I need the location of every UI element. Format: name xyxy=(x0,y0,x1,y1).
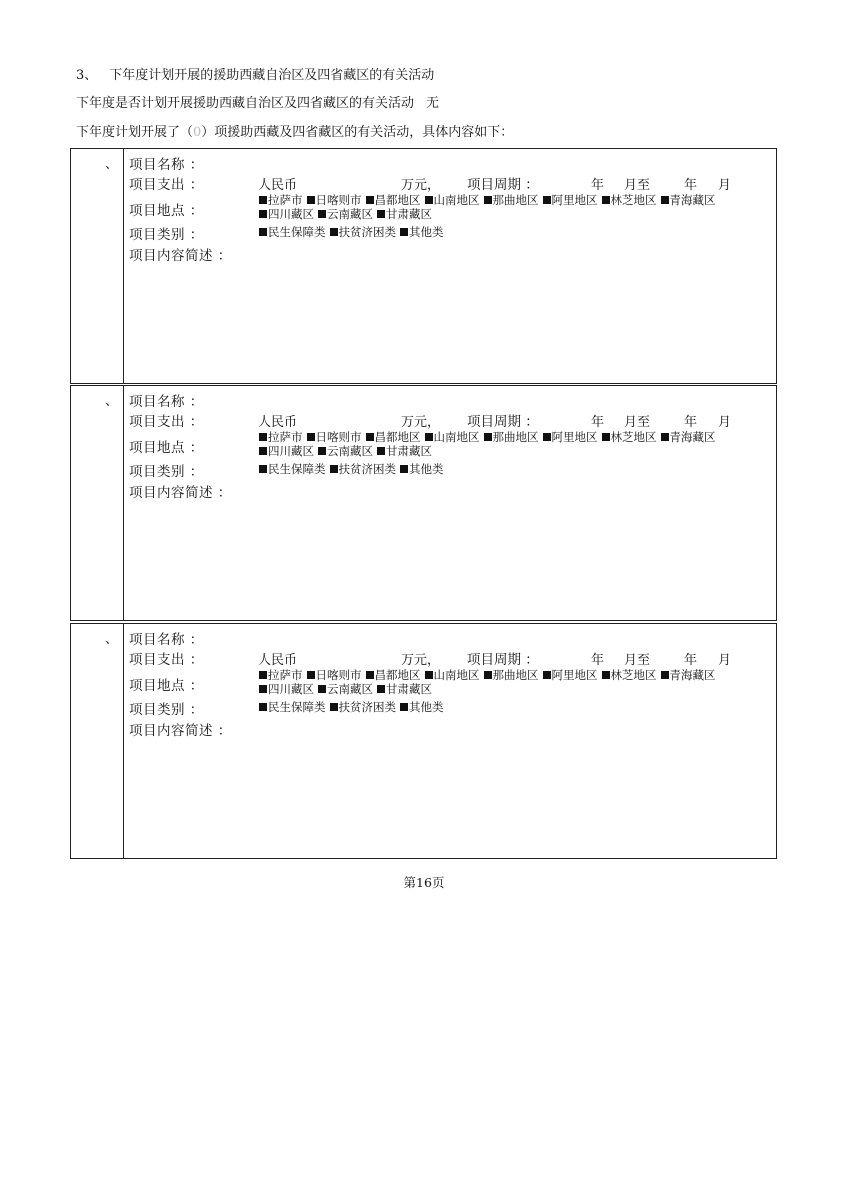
location-option[interactable] xyxy=(425,430,480,444)
checkbox-icon[interactable] xyxy=(602,671,610,679)
checkbox-icon[interactable] xyxy=(366,671,374,679)
category-option[interactable] xyxy=(400,700,444,714)
count-value: 0 xyxy=(193,125,202,140)
location-option[interactable] xyxy=(366,193,421,207)
location-option[interactable] xyxy=(259,430,303,444)
location-option[interactable] xyxy=(307,430,362,444)
location-option[interactable] xyxy=(259,207,314,221)
category-option[interactable] xyxy=(259,462,326,476)
project-cycle-label: 项目周期 ： xyxy=(467,177,539,193)
currency-text: 人民币 xyxy=(258,415,298,430)
location-option[interactable] xyxy=(366,668,421,682)
unit-text: 万元， xyxy=(401,415,441,430)
plan-question-line xyxy=(76,92,439,111)
checkbox-icon[interactable] xyxy=(259,196,267,204)
section-title: 下年度计划开展的援助西藏自治区及四省藏区的有关活动 xyxy=(109,68,435,83)
plan-count-line xyxy=(76,121,513,140)
checkbox-icon[interactable] xyxy=(377,685,385,693)
currency-text: 人民币 xyxy=(258,178,298,193)
checkbox-icon[interactable] xyxy=(259,433,267,441)
location-label: 青海藏区 xyxy=(669,668,716,682)
location-label: 青海藏区 xyxy=(669,430,716,444)
section-heading xyxy=(76,64,434,83)
project-category-label: 项目类别 ： xyxy=(129,702,204,718)
location-label: 拉萨市 xyxy=(268,668,303,682)
location-option[interactable] xyxy=(602,193,657,207)
unit-text: 万元， xyxy=(401,653,441,668)
checkbox-icon[interactable] xyxy=(377,447,385,455)
project-cycle-label: 项目周期 ： xyxy=(467,414,539,430)
location-option[interactable] xyxy=(543,430,598,444)
location-label: 云南藏区 xyxy=(327,444,373,458)
location-option[interactable] xyxy=(602,668,657,682)
location-option[interactable] xyxy=(307,668,362,682)
unit-text: 万元， xyxy=(401,178,441,193)
location-option[interactable] xyxy=(661,430,716,444)
category-option[interactable] xyxy=(259,700,326,714)
location-label: 阿里地区 xyxy=(551,668,598,682)
location-option[interactable] xyxy=(259,668,303,682)
category-label: 民生保障类 xyxy=(268,225,326,239)
plan-question: 下年度是否计划开展援助西藏自治区及四省藏区的有关活动 xyxy=(76,96,415,111)
sequence-mark: 、 xyxy=(105,394,119,409)
location-options xyxy=(259,430,774,458)
checkbox-icon[interactable] xyxy=(307,671,315,679)
location-option[interactable] xyxy=(602,430,657,444)
location-label: 拉萨市 xyxy=(268,430,303,444)
category-options xyxy=(259,700,774,714)
location-label: 山南地区 xyxy=(433,430,480,444)
section-number: 3、 xyxy=(76,68,98,83)
category-label: 扶贫济困类 xyxy=(338,462,396,476)
checkbox-icon[interactable] xyxy=(400,465,408,473)
location-label: 日喀则市 xyxy=(315,430,362,444)
cycle-year-end: 年 xyxy=(684,178,698,193)
location-label: 拉萨市 xyxy=(268,193,303,207)
checkbox-icon[interactable] xyxy=(661,671,669,679)
location-option[interactable] xyxy=(259,682,314,696)
checkbox-icon[interactable] xyxy=(543,671,551,679)
location-option[interactable] xyxy=(543,193,598,207)
project-block xyxy=(70,623,777,859)
location-label: 阿里地区 xyxy=(551,193,598,207)
location-option[interactable] xyxy=(377,444,432,458)
checkbox-icon[interactable] xyxy=(377,210,385,218)
project-expense-label: 项目支出 ： xyxy=(129,652,204,668)
count-prefix: 下年度计划开展了（ xyxy=(76,125,194,140)
project-expense-label: 项目支出 ： xyxy=(129,177,204,193)
category-label: 其他类 xyxy=(409,700,444,714)
checkbox-icon[interactable] xyxy=(307,433,315,441)
checkbox-icon[interactable] xyxy=(425,433,433,441)
location-label: 那曲地区 xyxy=(492,430,539,444)
location-option[interactable] xyxy=(318,682,373,696)
checkbox-icon[interactable] xyxy=(330,228,338,236)
category-label: 扶贫济困类 xyxy=(338,225,396,239)
location-option[interactable] xyxy=(318,207,373,221)
sequence-mark: 、 xyxy=(105,632,119,647)
checkbox-icon[interactable] xyxy=(318,210,326,218)
location-option[interactable] xyxy=(543,668,598,682)
category-option[interactable] xyxy=(400,462,444,476)
checkbox-icon[interactable] xyxy=(661,433,669,441)
checkbox-icon[interactable] xyxy=(259,447,267,455)
location-option[interactable] xyxy=(259,444,314,458)
cycle-month-to: 月至 xyxy=(624,653,651,668)
category-label: 其他类 xyxy=(409,225,444,239)
checkbox-icon[interactable] xyxy=(259,685,267,693)
project-description-label: 项目内容简述 ： xyxy=(129,485,232,501)
cycle-month-to: 月至 xyxy=(624,178,651,193)
column-divider xyxy=(123,386,124,620)
location-label: 云南藏区 xyxy=(327,207,373,221)
project-cycle-label: 项目周期 ： xyxy=(467,652,539,668)
category-label: 民生保障类 xyxy=(268,700,326,714)
checkbox-icon[interactable] xyxy=(602,433,610,441)
checkbox-icon[interactable] xyxy=(259,703,267,711)
column-divider xyxy=(123,624,124,858)
checkbox-icon[interactable] xyxy=(484,433,492,441)
location-label: 青海藏区 xyxy=(669,193,716,207)
project-category-label: 项目类别 ： xyxy=(129,227,204,243)
category-option[interactable] xyxy=(330,462,397,476)
location-option[interactable] xyxy=(484,430,539,444)
checkbox-icon[interactable] xyxy=(318,447,326,455)
project-name-label: 项目名称 ： xyxy=(129,157,204,173)
checkbox-icon[interactable] xyxy=(543,433,551,441)
project-name-label: 项目名称 ： xyxy=(129,632,204,648)
location-option[interactable] xyxy=(377,207,432,221)
checkbox-icon[interactable] xyxy=(400,228,408,236)
location-label: 昌都地区 xyxy=(374,193,421,207)
cycle-year-start: 年 xyxy=(591,178,605,193)
checkbox-icon[interactable] xyxy=(602,196,610,204)
sequence-mark: 、 xyxy=(105,157,119,172)
checkbox-icon[interactable] xyxy=(330,703,338,711)
location-label: 云南藏区 xyxy=(327,682,373,696)
location-option[interactable] xyxy=(484,193,539,207)
category-options xyxy=(259,225,774,239)
cycle-month-end: 月 xyxy=(718,653,732,668)
project-block xyxy=(70,148,777,384)
checkbox-icon[interactable] xyxy=(400,703,408,711)
cycle-year-end: 年 xyxy=(684,653,698,668)
checkbox-icon[interactable] xyxy=(330,465,338,473)
cycle-year-end: 年 xyxy=(684,415,698,430)
location-label: 日喀则市 xyxy=(315,668,362,682)
location-label: 那曲地区 xyxy=(492,668,539,682)
location-label: 日喀则市 xyxy=(315,193,362,207)
project-location-label: 项目地点 ： xyxy=(129,440,204,456)
location-label: 四川藏区 xyxy=(268,444,314,458)
location-option[interactable] xyxy=(661,668,716,682)
location-label: 昌都地区 xyxy=(374,668,421,682)
checkbox-icon[interactable] xyxy=(484,196,492,204)
column-divider xyxy=(123,149,124,383)
location-label: 甘肃藏区 xyxy=(386,207,432,221)
location-label: 甘肃藏区 xyxy=(386,682,432,696)
checkbox-icon[interactable] xyxy=(259,210,267,218)
location-label: 山南地区 xyxy=(433,193,480,207)
location-label: 四川藏区 xyxy=(268,207,314,221)
checkbox-icon[interactable] xyxy=(366,196,374,204)
checkbox-icon[interactable] xyxy=(543,196,551,204)
location-option[interactable] xyxy=(661,193,716,207)
category-label: 扶贫济困类 xyxy=(338,700,396,714)
location-label: 甘肃藏区 xyxy=(386,444,432,458)
location-label: 昌都地区 xyxy=(374,430,421,444)
checkbox-icon[interactable] xyxy=(484,671,492,679)
location-label: 四川藏区 xyxy=(268,682,314,696)
checkbox-icon[interactable] xyxy=(366,433,374,441)
location-label: 林芝地区 xyxy=(610,193,657,207)
checkbox-icon[interactable] xyxy=(307,196,315,204)
project-category-label: 项目类别 ： xyxy=(129,464,204,480)
cycle-month-end: 月 xyxy=(718,415,732,430)
cycle-year-start: 年 xyxy=(591,653,605,668)
location-options xyxy=(259,668,774,696)
cycle-month-to: 月至 xyxy=(624,415,651,430)
location-option[interactable] xyxy=(366,430,421,444)
count-suffix: ）项援助西藏及四省藏区的有关活动，具体内容如下： xyxy=(201,125,514,140)
currency-text: 人民币 xyxy=(258,653,298,668)
project-location-label: 项目地点 ： xyxy=(129,678,204,694)
checkbox-icon[interactable] xyxy=(425,671,433,679)
plan-answer: 无 xyxy=(426,96,440,111)
location-label: 阿里地区 xyxy=(551,430,598,444)
checkbox-icon[interactable] xyxy=(318,685,326,693)
page-number: 第16页 xyxy=(403,875,445,890)
project-description-label: 项目内容简述 ： xyxy=(129,248,232,264)
checkbox-icon[interactable] xyxy=(259,465,267,473)
category-option[interactable] xyxy=(259,225,326,239)
checkbox-icon[interactable] xyxy=(259,228,267,236)
cycle-month-end: 月 xyxy=(718,178,732,193)
project-location-label: 项目地点 ： xyxy=(129,203,204,219)
location-label: 林芝地区 xyxy=(610,430,657,444)
location-label: 那曲地区 xyxy=(492,193,539,207)
location-label: 林芝地区 xyxy=(610,668,657,682)
checkbox-icon[interactable] xyxy=(425,196,433,204)
location-option[interactable] xyxy=(259,193,303,207)
category-label: 其他类 xyxy=(409,462,444,476)
project-block xyxy=(70,385,777,621)
project-description-label: 项目内容简述 ： xyxy=(129,723,232,739)
category-options xyxy=(259,462,774,476)
category-option[interactable] xyxy=(330,225,397,239)
location-option[interactable] xyxy=(425,193,480,207)
cycle-year-start: 年 xyxy=(591,415,605,430)
location-option[interactable] xyxy=(425,668,480,682)
location-option[interactable] xyxy=(377,682,432,696)
location-option[interactable] xyxy=(318,444,373,458)
location-option[interactable] xyxy=(307,193,362,207)
category-label: 民生保障类 xyxy=(268,462,326,476)
project-name-label: 项目名称 ： xyxy=(129,394,204,410)
checkbox-icon[interactable] xyxy=(259,671,267,679)
project-expense-label: 项目支出 ： xyxy=(129,414,204,430)
location-label: 山南地区 xyxy=(433,668,480,682)
category-option[interactable] xyxy=(400,225,444,239)
category-option[interactable] xyxy=(330,700,397,714)
location-option[interactable] xyxy=(484,668,539,682)
location-options xyxy=(259,193,774,221)
checkbox-icon[interactable] xyxy=(661,196,669,204)
